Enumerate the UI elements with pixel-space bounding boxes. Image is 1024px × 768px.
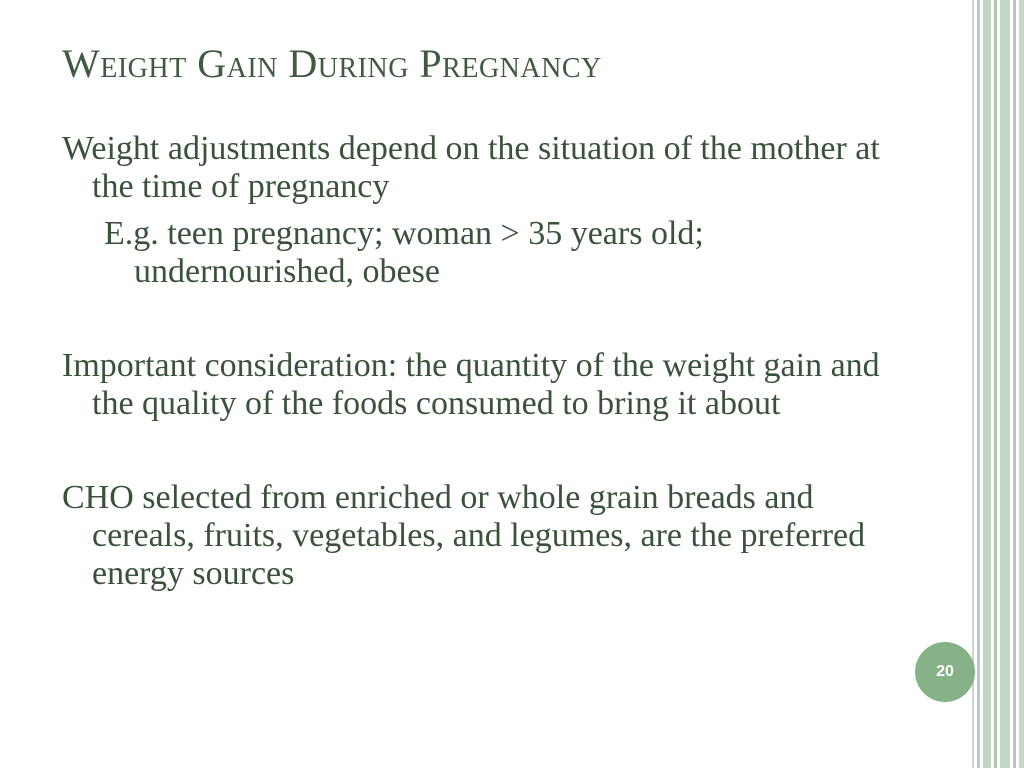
bullet-point: Important consideration: the quantity of the weight gain and the quality of the foods consumed to bring it about [62, 347, 880, 422]
border-stripe [983, 0, 991, 768]
decorative-border [972, 0, 1024, 768]
bullet-point: Weight adjustments depend on the situation of the mother at the time of pregnancy [62, 130, 880, 205]
page-number-badge: 20 [915, 642, 975, 702]
slide-title: Weight Gain During Pregnancy [62, 41, 602, 86]
border-stripe [1013, 0, 1016, 768]
border-stripe [972, 0, 974, 768]
border-stripe [994, 0, 997, 768]
border-stripe [1000, 0, 1010, 768]
border-stripe [1019, 0, 1024, 768]
sub-bullet-point: E.g. teen pregnancy; woman > 35 years old; undernourished, obese [104, 215, 704, 290]
slide-body [62, 130, 902, 593]
bullet-point: CHO selected from enriched or whole grain breads and cereals, fruits, vegetables, and legumes, are the preferred energy sources [62, 479, 866, 592]
border-stripe [977, 0, 980, 768]
